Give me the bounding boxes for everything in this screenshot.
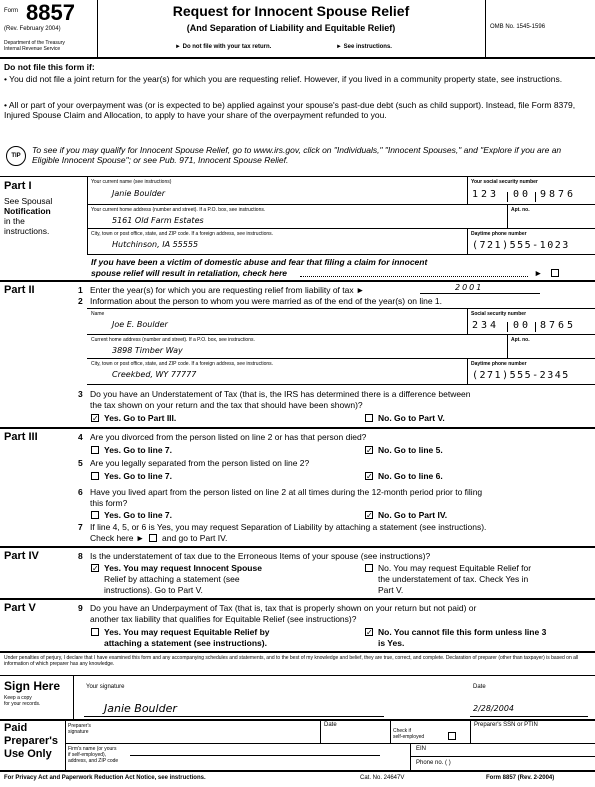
self-employed-label-2: self-employed — [393, 734, 425, 740]
line-1-year-field[interactable]: 2001 — [455, 283, 484, 292]
line-9-yes-checkbox[interactable] — [91, 628, 99, 636]
line-8-no-checkbox[interactable] — [365, 564, 373, 572]
line-3-text-1: Do you have an Understatement of Tax (that is, the IRS has determined there is a difference between — [90, 389, 471, 399]
spouse-phone-label: Daytime phone number — [471, 361, 527, 367]
abuse-checkbox[interactable] — [551, 269, 559, 277]
line-6-text-2: this form? — [90, 498, 128, 508]
your-phone-label: Daytime phone number — [471, 231, 527, 237]
line-9-text-1: Do you have an Underpayment of Tax (that is, tax that is properly shown on your return but not paid) or — [90, 603, 477, 613]
spouse-ssn-part-1[interactable]: 234 — [472, 320, 500, 331]
signature-field[interactable]: Janie Boulder — [104, 702, 177, 715]
intro-bullet-1: • You did not file a joint return for the year(s) for which you are requesting relief. However, if you lived in a community property state, see instructions. — [4, 74, 563, 84]
line-8-no-label-3: Part V. — [378, 585, 404, 595]
line-3-yes-label: Yes. Go to Part III. — [104, 413, 177, 423]
line-8-yes-label-3: instructions). Go to Part V. — [104, 585, 203, 595]
line-3-text-2: the tax shown on your return and the tax that should have been shown)? — [90, 400, 363, 410]
tip-text: To see if you may qualify for Innocent Spouse Relief, go to www.irs.gov, click on "Individuals," "Innocent Spouses," and "Explore if you are an Eligible Innocent Spouse"; or see Pub. 971, Innocent Spouse Relief. — [32, 145, 562, 165]
preparer-phone-label: Phone no. ( ) — [416, 760, 451, 766]
omb-number: OMB No. 1545-1596 — [490, 24, 546, 30]
line-9-text-2: another tax liability that qualifies for Equitable Relief (see instructions)? — [90, 614, 357, 624]
line-8-no-label-2: the understatement of tax. Check Yes in — [378, 574, 529, 584]
tip-icon: TIP — [6, 146, 26, 166]
your-ssn-part-1[interactable]: 123 — [472, 189, 500, 200]
line-8-number: 8 — [78, 551, 83, 561]
self-employed-checkbox[interactable] — [448, 732, 456, 740]
line-6-no-label: No. Go to Part IV. — [378, 510, 448, 520]
line-4-yes-label: Yes. Go to line 7. — [104, 445, 173, 455]
preparer-heading: Preparer's — [4, 735, 58, 747]
line-4-text: Are you divorced from the person listed on line 2 or has that person died? — [90, 432, 367, 442]
spouse-name-field[interactable]: Joe E. Boulder — [112, 320, 168, 329]
line-6-yes-label: Yes. Go to line 7. — [104, 510, 173, 520]
line-1-text: Enter the year(s) for which you are requesting relief from liability of tax ► — [90, 285, 365, 295]
form-number: 8857 — [26, 0, 75, 25]
your-city-field[interactable]: Hutchinson, IA 55555 — [112, 240, 199, 249]
ptin-label: Preparer's SSN or PTIN — [474, 722, 538, 728]
spouse-ssn-part-2[interactable]: 00 — [513, 320, 532, 331]
spouse-city-field[interactable]: Creekbed, WY 77777 — [112, 370, 197, 379]
your-ssn-part-3[interactable]: 9876 — [540, 189, 577, 200]
sign-here-heading: Sign Here — [4, 679, 61, 693]
part-3-label: Part III — [4, 431, 38, 443]
perjury-statement: Under penalties of perjury, I declare that I have examined this form and any accompanying schedules and statements, and to the best of my knowledge and belief, they are true, correct, and complete. Declaration of preparer (other than taxpayer) is based on all information of which preparer has any knowledge. — [4, 655, 579, 667]
firm-label-1: Firm's name (or yours — [68, 746, 117, 752]
line-9-yes-label-1: Yes. You may request Equitable Relief by — [104, 627, 270, 637]
line-9-no-label-2: is Yes. — [378, 638, 405, 648]
line-3-no-checkbox[interactable] — [365, 414, 373, 422]
line-9-no-checkbox[interactable]: ✓ — [366, 628, 373, 637]
spouse-address-label: Current home address (number and street). If a P.O. box, see instructions. — [91, 337, 255, 343]
line-5-yes-checkbox[interactable] — [91, 472, 99, 480]
line-4-number: 4 — [78, 432, 83, 442]
your-apt-label: Apt. no. — [511, 207, 530, 213]
footer-cat-number: Cat. No. 24647V — [360, 775, 405, 781]
part-1-side-4: instructions. — [4, 226, 50, 236]
sign-date-field[interactable]: 2/28/2004 — [473, 704, 515, 713]
line-8-yes-label-2: Relief by attaching a statement (see — [104, 574, 240, 584]
spouse-ssn-label: Social security number — [471, 311, 527, 317]
your-phone-field[interactable]: (721)555-1023 — [472, 240, 570, 251]
department: Department of the Treasury — [4, 40, 65, 46]
preparer-sig-label-2: signature — [68, 729, 89, 735]
part-1-side-1: See Spousal — [4, 196, 53, 206]
part-1-label: Part I — [4, 180, 32, 192]
sign-date-label: Date — [473, 684, 486, 690]
line-9-number: 9 — [78, 603, 83, 613]
line-6-yes-checkbox[interactable] — [91, 511, 99, 519]
line-7-checkbox[interactable] — [149, 534, 157, 542]
line-6-no-checkbox[interactable]: ✓ — [366, 511, 373, 520]
abuse-arrow-icon: ► — [534, 268, 543, 278]
line-7-text-1: If line 4, 5, or 6 is Yes, you may request Separation of Liability by attaching a statement (see instructions). — [90, 522, 487, 532]
use-only-heading: Use Only — [4, 748, 52, 760]
spouse-city-label: City, town or post office, state, and ZIP code. If a foreign address, see instructions. — [91, 361, 274, 367]
line-6-text-1: Have you lived apart from the person listed on line 2 at all times during the 12-month period prior to filing — [90, 487, 483, 497]
paid-heading: Paid — [4, 722, 28, 734]
footer-form-id: Form 8857 (Rev. 2-2004) — [486, 775, 555, 781]
form-title: Request for Innocent Spouse Relief — [172, 3, 410, 19]
your-ssn-label: Your social security number — [471, 179, 538, 185]
line-4-yes-checkbox[interactable] — [91, 446, 99, 454]
your-ssn-part-2[interactable]: 00 — [513, 189, 532, 200]
sign-keep-copy: Keep a copy — [4, 695, 32, 701]
line-5-text: Are you legally separated from the person listed on line 2? — [90, 458, 310, 468]
line-3-number: 3 — [78, 389, 83, 399]
spouse-ssn-part-3[interactable]: 8765 — [540, 320, 577, 331]
line-5-yes-label: Yes. Go to line 7. — [104, 471, 173, 481]
preparer-date-label: Date — [324, 722, 337, 728]
form-subtitle: (And Separation of Liability and Equitable Relief) — [186, 23, 396, 33]
line-7-number: 7 — [78, 522, 83, 532]
sign-for-records: for your records. — [4, 701, 41, 707]
part-4-label: Part IV — [4, 550, 39, 562]
spouse-name-label: Name — [91, 311, 105, 317]
form-word: Form — [4, 8, 18, 14]
line-2-text: Information about the person to whom you were married as of the end of the year(s) on line 1. — [90, 296, 442, 306]
your-address-field[interactable]: 5161 Old Farm Estates — [112, 216, 204, 225]
revision-date: (Rev. February 2004) — [4, 26, 61, 32]
preparer-sig-label-1: Preparer's — [68, 723, 91, 729]
agency: Internal Revenue Service — [4, 46, 61, 52]
part-5-label: Part V — [4, 602, 36, 614]
your-address-label: Your current home address (number and street). If a P.O. box, see instructions. — [91, 207, 266, 213]
line-3-no-label: No. Go to Part V. — [378, 413, 445, 423]
line-4-no-checkbox[interactable]: ✓ — [366, 446, 373, 455]
line-8-text: Is the understatement of tax due to the Erroneous Items of your spouse (see instructions)? — [90, 551, 431, 561]
line-8-no-label-1: No. You may request Equitable Relief for — [378, 563, 532, 573]
spouse-address-field[interactable]: 3898 Timber Way — [112, 346, 183, 355]
part-1-side-2: Notification — [4, 206, 51, 216]
footer-privacy-notice: For Privacy Act and Paperwork Reduction Act Notice, see instructions. — [4, 775, 206, 781]
part-2-label: Part II — [4, 284, 35, 296]
signature-label: Your signature — [86, 684, 125, 690]
ein-label: EIN — [416, 746, 427, 752]
intro-bullet-2: • All or part of your overpayment was (or is expected to be) applied against your spouse's past-due debt (such as child support). Instead, file Form 8379, Injured Spouse Claim and Allocation, to apply to have your share of the overpayment refunded to you. — [4, 100, 576, 120]
your-city-label: City, town or post office, state, and ZIP code. If a foreign address, see instructions. — [91, 231, 274, 237]
line-5-number: 5 — [78, 458, 83, 468]
line-4-no-label: No. Go to line 5. — [378, 445, 443, 455]
line-7-text-3: and go to Part IV. — [162, 533, 228, 543]
your-name-field[interactable]: Janie Boulder — [112, 189, 165, 198]
line-9-yes-label-2: attaching a statement (see instructions). — [104, 638, 267, 648]
do-not-file-note: ► Do not file with your tax return. — [175, 44, 272, 50]
see-instructions-note: ► See instructions. — [336, 44, 392, 50]
abuse-text-1: If you have been a victim of domestic abuse and fear that filing a claim for innocent — [91, 257, 428, 267]
firm-label-2: if self-employed), — [68, 752, 107, 758]
line-5-no-checkbox[interactable]: ✓ — [366, 472, 373, 481]
firm-label-3: address, and ZIP code — [68, 758, 119, 764]
self-employed-label-1: Check if — [393, 728, 412, 734]
line-5-no-label: No. Go to line 6. — [378, 471, 443, 481]
your-name-label: Your current name (see instructions) — [91, 179, 172, 185]
line-7-text-2: Check here ► — [90, 533, 145, 543]
abuse-text-2: spouse relief will result in retaliation, check here — [91, 268, 288, 278]
spouse-apt-label: Apt. no. — [511, 337, 530, 343]
line-8-yes-label-1: Yes. You may request Innocent Spouse — [104, 563, 262, 573]
part-1-side-3: in the — [4, 216, 25, 226]
line-3-yes-checkbox[interactable]: ✓ — [92, 414, 99, 423]
spouse-phone-field[interactable]: (271)555-2345 — [472, 370, 570, 381]
line-8-yes-checkbox[interactable]: ✓ — [92, 564, 99, 573]
firm-name-field[interactable] — [130, 755, 380, 756]
line-9-no-label-1: No. You cannot file this form unless line 3 — [378, 627, 547, 637]
do-not-file-heading: Do not file this form if: — [4, 62, 95, 72]
line-1-number: 1 — [78, 285, 83, 295]
line-2-number: 2 — [78, 296, 83, 306]
line-6-number: 6 — [78, 487, 83, 497]
